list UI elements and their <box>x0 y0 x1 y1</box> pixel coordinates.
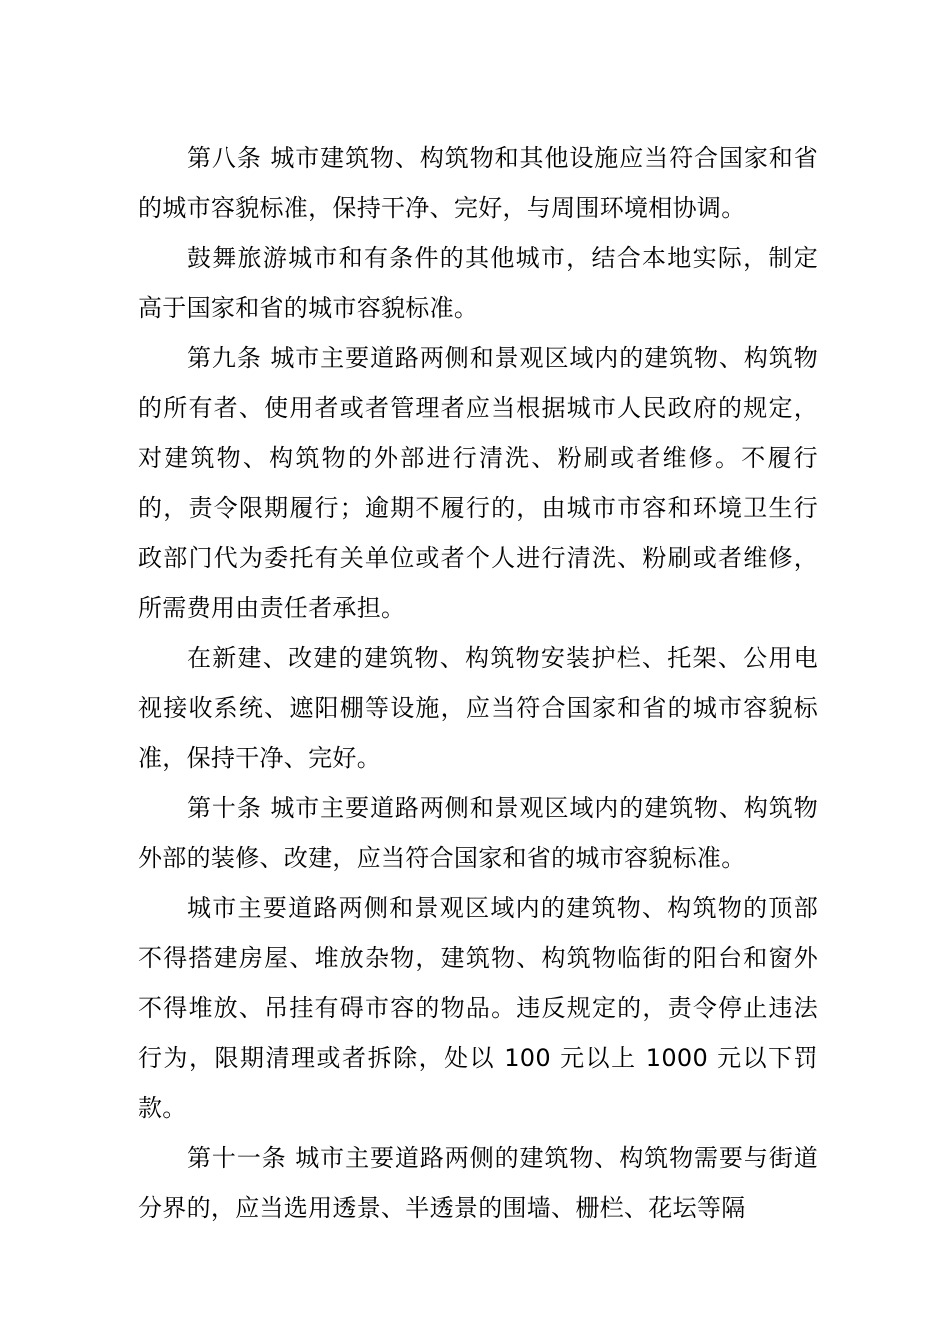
document-body <box>138 133 818 1233</box>
paragraph-article-10: 第十条 城市主要道路两侧和景观区域内的建筑物、构筑物外部的装修、改建，应当符合国家和省的城市容貌标准。 <box>138 794 818 872</box>
paragraph-article-9: 第九条 城市主要道路两侧和景观区域内的建筑物、构筑物的所有者、使用者或者管理者应当根据城市人民政府的规定，对建筑物、构筑物的外部进行清洗、粉刷或者维修。不履行的，责令限期履行；逾期不履行的，由城市市容和环境卫生行政部门代为委托有关单位或者个人进行清洗、粉刷或者维修，所需费用由责任者承担。 <box>138 344 818 622</box>
paragraph-article-8-clause-2: 鼓舞旅游城市和有条件的其他城市，结合本地实际，制定高于国家和省的城市容貌标准。 <box>138 244 818 322</box>
paragraph-article-11: 第十一条 城市主要道路两侧的建筑物、构筑物需要与街道分界的，应当选用透景、半透景的围墙、栅栏、花坛等隔 <box>138 1144 818 1222</box>
paragraph-article-9-clause-2: 在新建、改建的建筑物、构筑物安装护栏、托架、公用电视接收系统、遮阳棚等设施，应当符合国家和省的城市容貌标准，保持干净、完好。 <box>138 644 818 772</box>
paragraph-article-10-clause-2: 城市主要道路两侧和景观区域内的建筑物、构筑物的顶部不得搭建房屋、堆放杂物，建筑物、构筑物临街的阳台和窗外不得堆放、吊挂有碍市容的物品。违反规定的，责令停止违法行为，限期清理或者拆除，处以 100 元以上 1000 元以下罚款。 <box>138 894 818 1122</box>
paragraph-article-8: 第八条 城市建筑物、构筑物和其他设施应当符合国家和省的城市容貌标准，保持干净、完好，与周围环境相协调。 <box>138 144 818 222</box>
